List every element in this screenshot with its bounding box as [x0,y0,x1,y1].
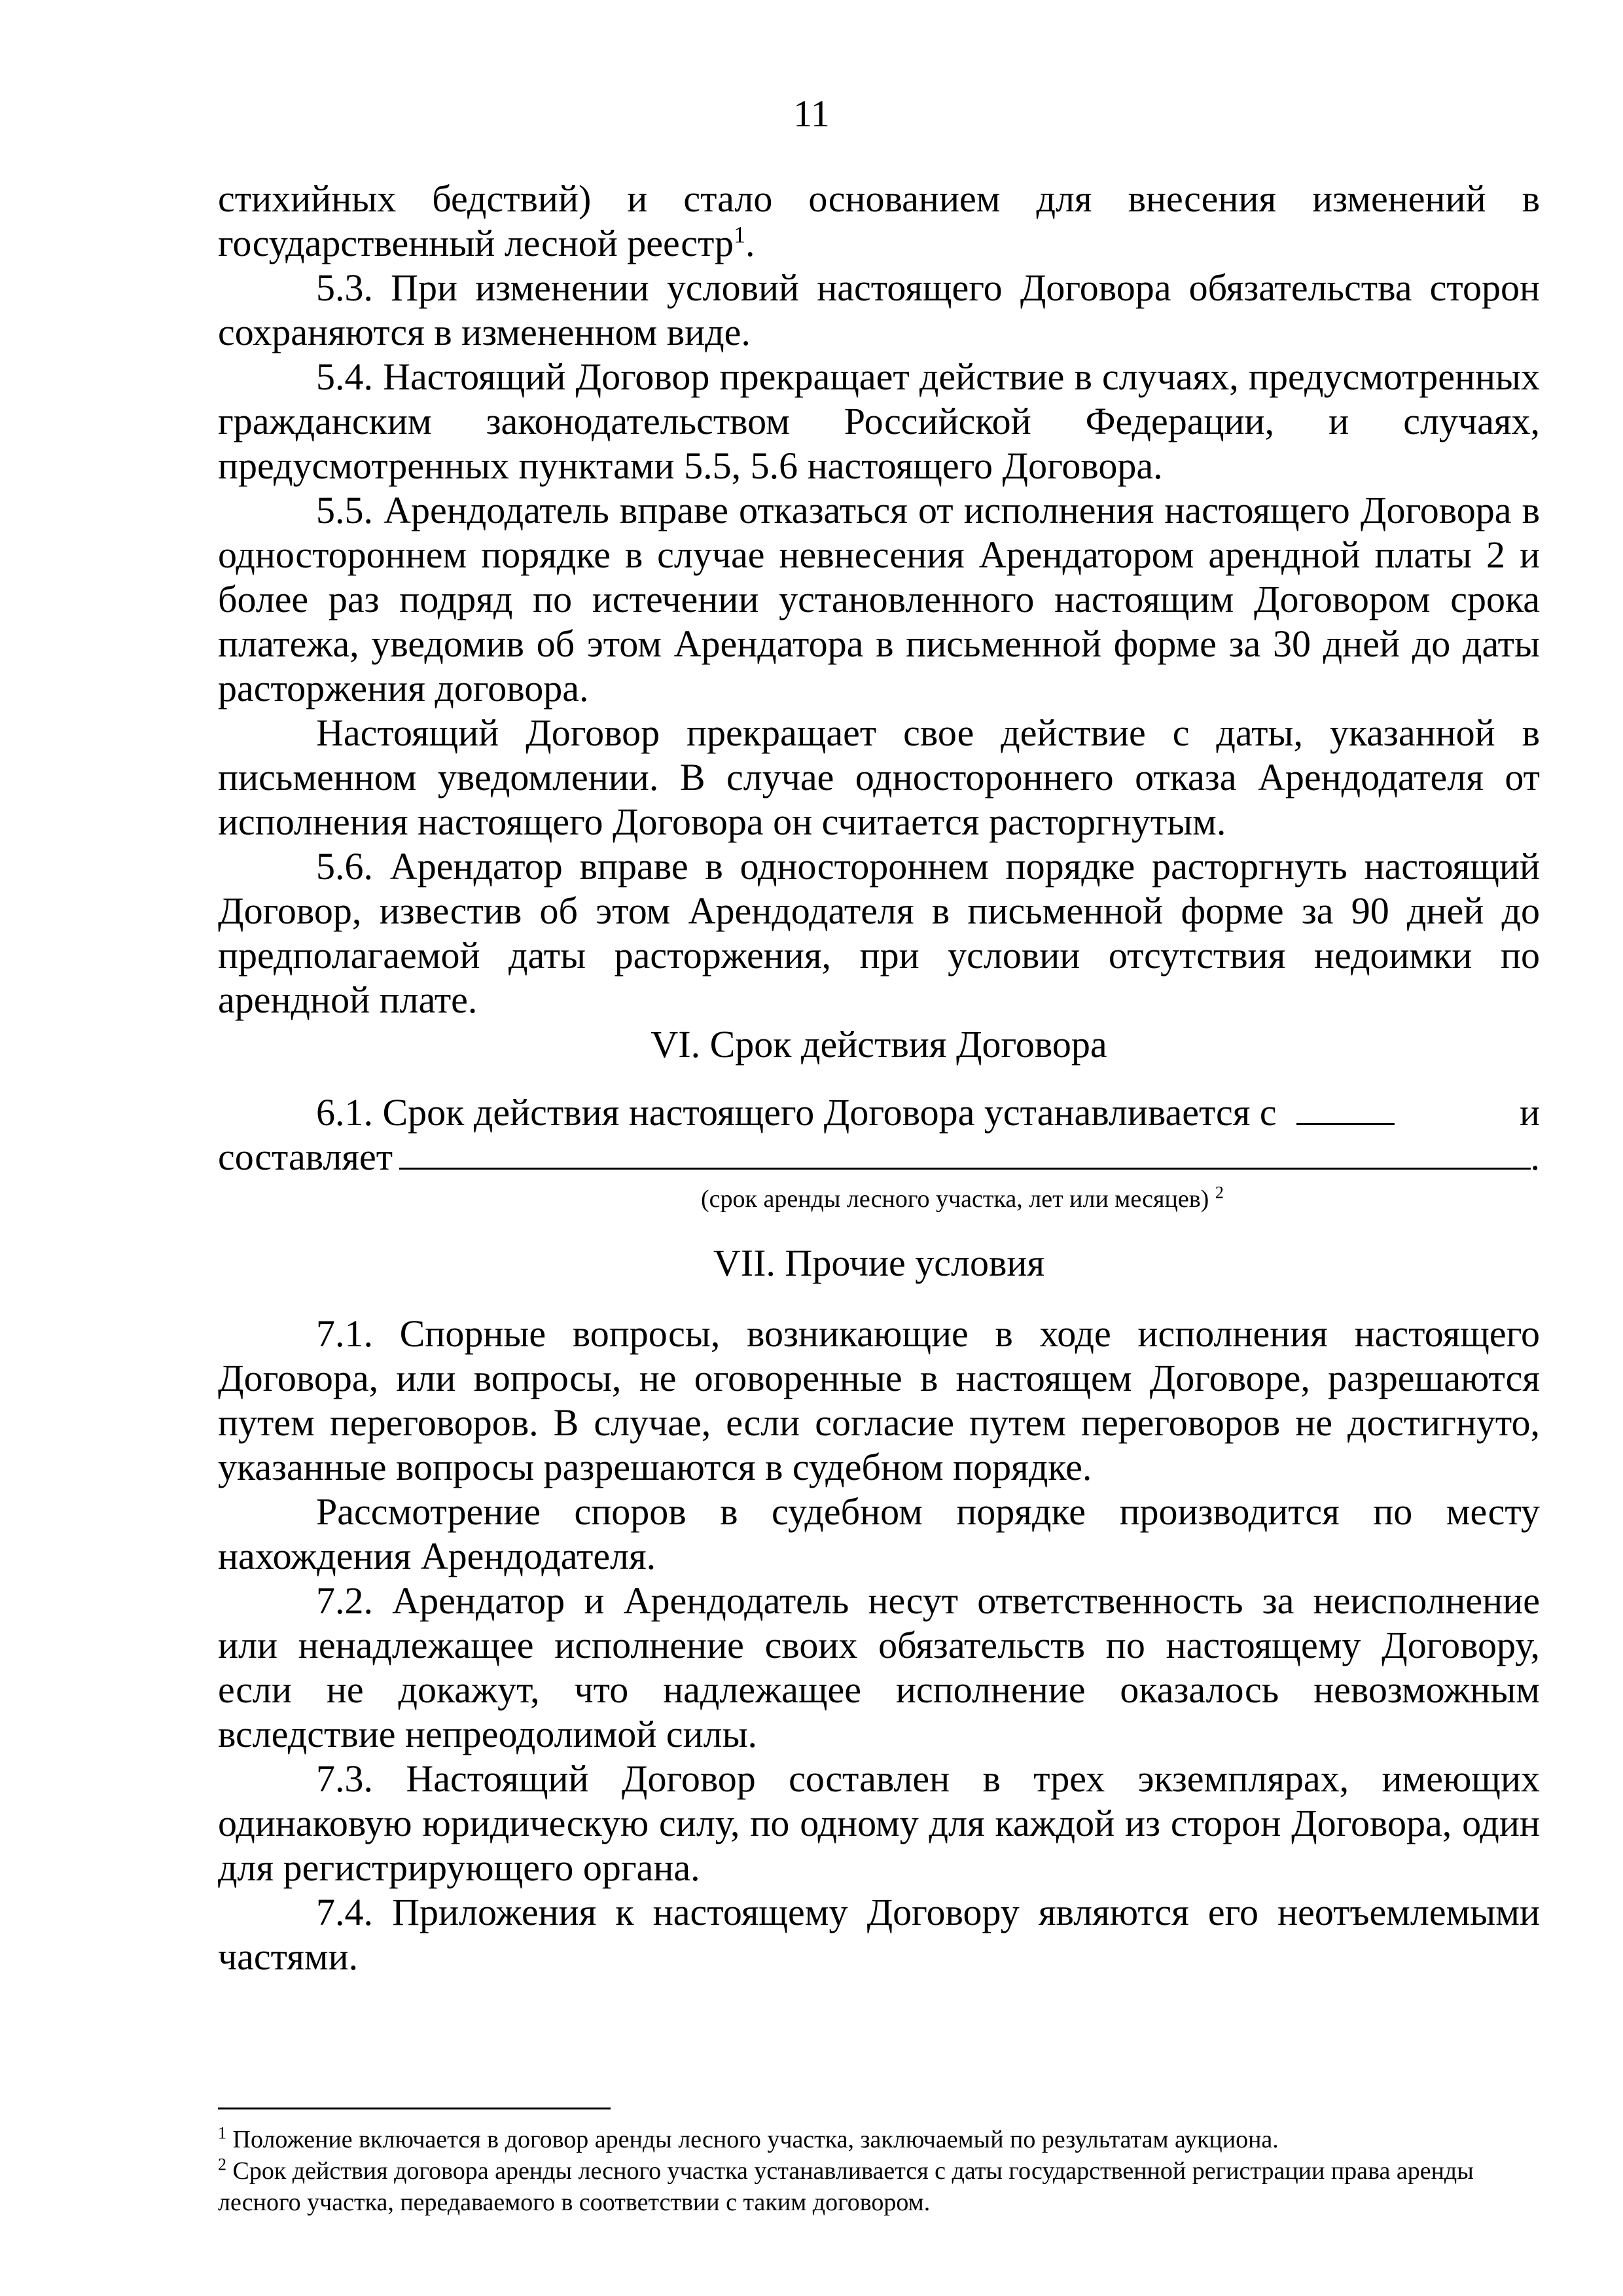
paragraph-7-1-second: Рассмотрение споров в судебном порядке производится по месту нахождения Арендодателя. [218,1490,1540,1577]
paragraph-5-4: 5.4. Настоящий Договор прекращает действие в случаях, предусмотренных гражданским законодательством Российской Федерации, и случаях, предусмотренных пунктами 5.5, 5.6 настоящего Договора. [218,355,1540,487]
footnote-1: $^1$ Положение включается в договор аренды лесного участка, заключаемый по результатам аукциона. [218,2123,1279,2153]
paragraph-7-2: 7.2. Арендатор и Арендодатель несут ответственность за неисполнение или ненадлежащее исполнение своих обязательств по настоящему Договору, если не докажут, что надлежащее исполнение оказалось невозможным вследствие непреодолимой силы. [218,1579,1540,1755]
section-7-heading: VII. Прочие условия [713,1242,1045,1284]
footnote-separator [218,2108,611,2109]
start-date-blank [1296,1090,1395,1125]
page-number: 11 [793,92,830,135]
paragraph-7-1: 7.1. Спорные вопросы, возникающие в ходе исполнения настоящего Договора, или вопросы, не оговоренные в настоящем Договоре, разрешаются путем переговоров. В случае, если согласие путем переговоров не достигнуто, указанные вопросы разрешаются в судебном порядке. [218,1312,1540,1488]
document-body [218,177,1540,1979]
term-line-1-end: и [1519,1091,1540,1134]
term-line-2 [218,1135,1540,1179]
term-line-1 [218,1090,1540,1135]
paragraph-5-6: 5.6. Арендатор вправе в одностороннем порядке расторгнуть настоящий Договор, известив об этом Арендодателя в письменной форме за 90 дней до предполагаемой даты расторжения, при условии отсутствия недоимки по арендной плате. [218,845,1540,1021]
term-line-1-text: 6.1. Срок действия настоящего Договора устанавливается с [316,1091,1277,1134]
paragraph-7-3: 7.3. Настоящий Договор составлен в трех экземплярах, имеющих одинаковую юридическую силу, по одному для каждой из сторон Договора, один для регистрирующего органа. [218,1757,1540,1889]
paragraph-5-5: 5.5. Арендодатель вправе отказаться от исполнения настоящего Договора в одностороннем порядке в случае невнесения Арендатором арендной платы 2 и более раз подряд по истечении установленного настоящим Договором срока платежа, уведомив об этом Арендатора в письменной форме за 30 дней до даты расторжения договора. [218,489,1540,709]
footnote-ref-1: 1 [734,221,746,248]
term-caption: (срок аренды лесного участка, лет или месяцев) $^2$ [701,1183,1224,1213]
footnote-ref-2: 2 [1215,1183,1224,1202]
section-6-heading: VI. Срок действия Договора [651,1023,1107,1066]
paragraph-7-4: 7.4. Приложения к настоящему Договору являются его неотъемлемыми частями. [218,1891,1540,1978]
footnotes [218,2124,1540,2218]
term-line-2-text: составляет [218,1136,393,1178]
paragraph-5-5-second: Настоящий Договор прекращает свое действие с даты, указанной в письменном уведомлении. В случае одностороннего отказа Арендодателя от исполнения настоящего Договора он считается расторгнутым. [218,711,1540,843]
term-line-2-end: . [1530,1136,1540,1178]
term-duration-blank [399,1135,1530,1170]
paragraph-5-3: 5.3. При изменении условий настоящего Договора обязательства сторон сохраняются в измененном виде. [218,266,1540,353]
footnote-2: $^2$ Срок действия договора аренды лесного участка устанавливается с даты государственной регистрации права аренды лесного участка, передаваемого в соответствии с таким договором. [218,2155,1474,2216]
paragraph-continuation: стихийных бедствий) и стало основанием для внесения изменений в государственный лесной реестр$^1$. [218,177,1540,264]
